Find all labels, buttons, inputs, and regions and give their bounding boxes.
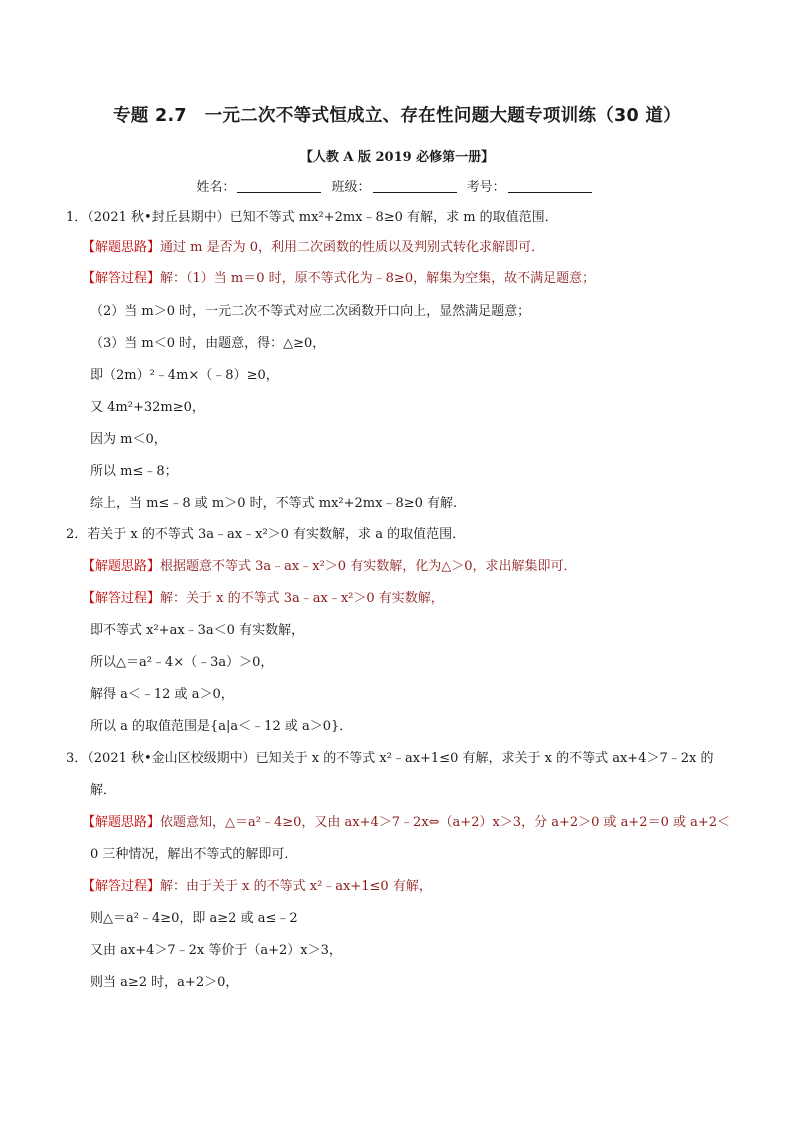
- q1-process-line: 所以 m≤﹣8；: [90, 464, 178, 479]
- q3-process-line: 则当 a≥2 时，a+2＞0，: [90, 975, 239, 990]
- q3-idea-cont: 0 三种情况，解出不等式的解即可．: [90, 847, 298, 862]
- q1-process-line: （3）当 m＜0 时，由题意，得：△≥0，: [90, 336, 326, 351]
- q2-process-line: 解得 a＜﹣12 或 a＞0，: [90, 687, 234, 702]
- q3-stem: 3．（2021 秋•金山区校级期中）已知关于 x 的不等式 x²﹣ax+1≤0 有解，求关于 x 的不等式 ax+4＞7﹣2x 的: [66, 751, 714, 766]
- q3-idea: 【解题思路】依题意知，△＝a²﹣4≥0，又由 ax+4＞7﹣2x⇔（a+2）x＞3，分 a+2＞0 或 a+2＝0 或 a+2＜: [82, 815, 731, 830]
- name-label: 姓名：: [196, 180, 236, 195]
- class-label: 班级：: [331, 180, 371, 195]
- q2-idea: 【解题思路】根据题意不等式 3a﹣ax﹣x²＞0 有实数解，化为△＞0，求出解集即可．: [82, 559, 577, 574]
- exam-blank: [508, 180, 592, 193]
- q1-process-line: （2）当 m＞0 时，一元二次不等式对应二次函数开口向上，显然满足题意；: [90, 304, 531, 319]
- q2-process-line: 即不等式 x²+ax﹣3a＜0 有实数解，: [90, 623, 305, 638]
- q1-process-line: 即（2m）²﹣4m×（﹣8）≥0，: [90, 368, 279, 383]
- q3-process-line: 又由 ax+4＞7﹣2x 等价于（a+2）x＞3，: [90, 943, 342, 958]
- q1-process-line: 又 4m²+32m≥0，: [90, 400, 205, 415]
- q3-stem-cont: 解．: [90, 783, 117, 798]
- q3-process-line: 则△＝a²﹣4≥0，即 a≥2 或 a≤﹣2: [90, 911, 298, 926]
- exam-label: 考号：: [466, 180, 506, 195]
- q1-process-line: 综上，当 m≤﹣8 或 m＞0 时，不等式 mx²+2mx﹣8≥0 有解.: [90, 496, 458, 511]
- name-blank: [237, 180, 321, 193]
- class-blank: [373, 180, 457, 193]
- q2-process-line: 【解答过程】解：关于 x 的不等式 3a﹣ax﹣x²＞0 有实数解，: [82, 591, 444, 606]
- q2-process-line: 所以△＝a²﹣4×（﹣3a）＞0，: [90, 655, 274, 670]
- q1-idea: 【解题思路】通过 m 是否为 0，利用二次函数的性质以及判别式转化求解即可．: [82, 240, 545, 255]
- page-subtitle: 【人教 A 版 2019 必修第一册】: [299, 150, 495, 165]
- q1-process-line: 【解答过程】解：（1）当 m＝0 时，原不等式化为﹣8≥0，解集为空集，故不满足题意；: [82, 271, 596, 286]
- q1-process-line: 因为 m＜0，: [90, 432, 167, 447]
- page-title: 专题 2.7 一元二次不等式恒成立、存在性问题大题专项训练（30 道）: [112, 106, 682, 126]
- q1-stem: 1．（2021 秋•封丘县期中）已知不等式 mx²+2mx﹣8≥0 有解，求 m 的取值范围．: [66, 210, 558, 225]
- q2-stem: 2．若关于 x 的不等式 3a﹣ax﹣x²＞0 有实数解，求 a 的取值范围．: [66, 527, 466, 542]
- student-info-row: [0, 176, 794, 195]
- q3-process-line: 【解答过程】解：由于关于 x 的不等式 x²﹣ax+1≤0 有解，: [82, 879, 432, 894]
- q2-process-line: 所以 a 的取值范围是{a|a＜﹣12 或 a＞0}．: [90, 719, 353, 734]
